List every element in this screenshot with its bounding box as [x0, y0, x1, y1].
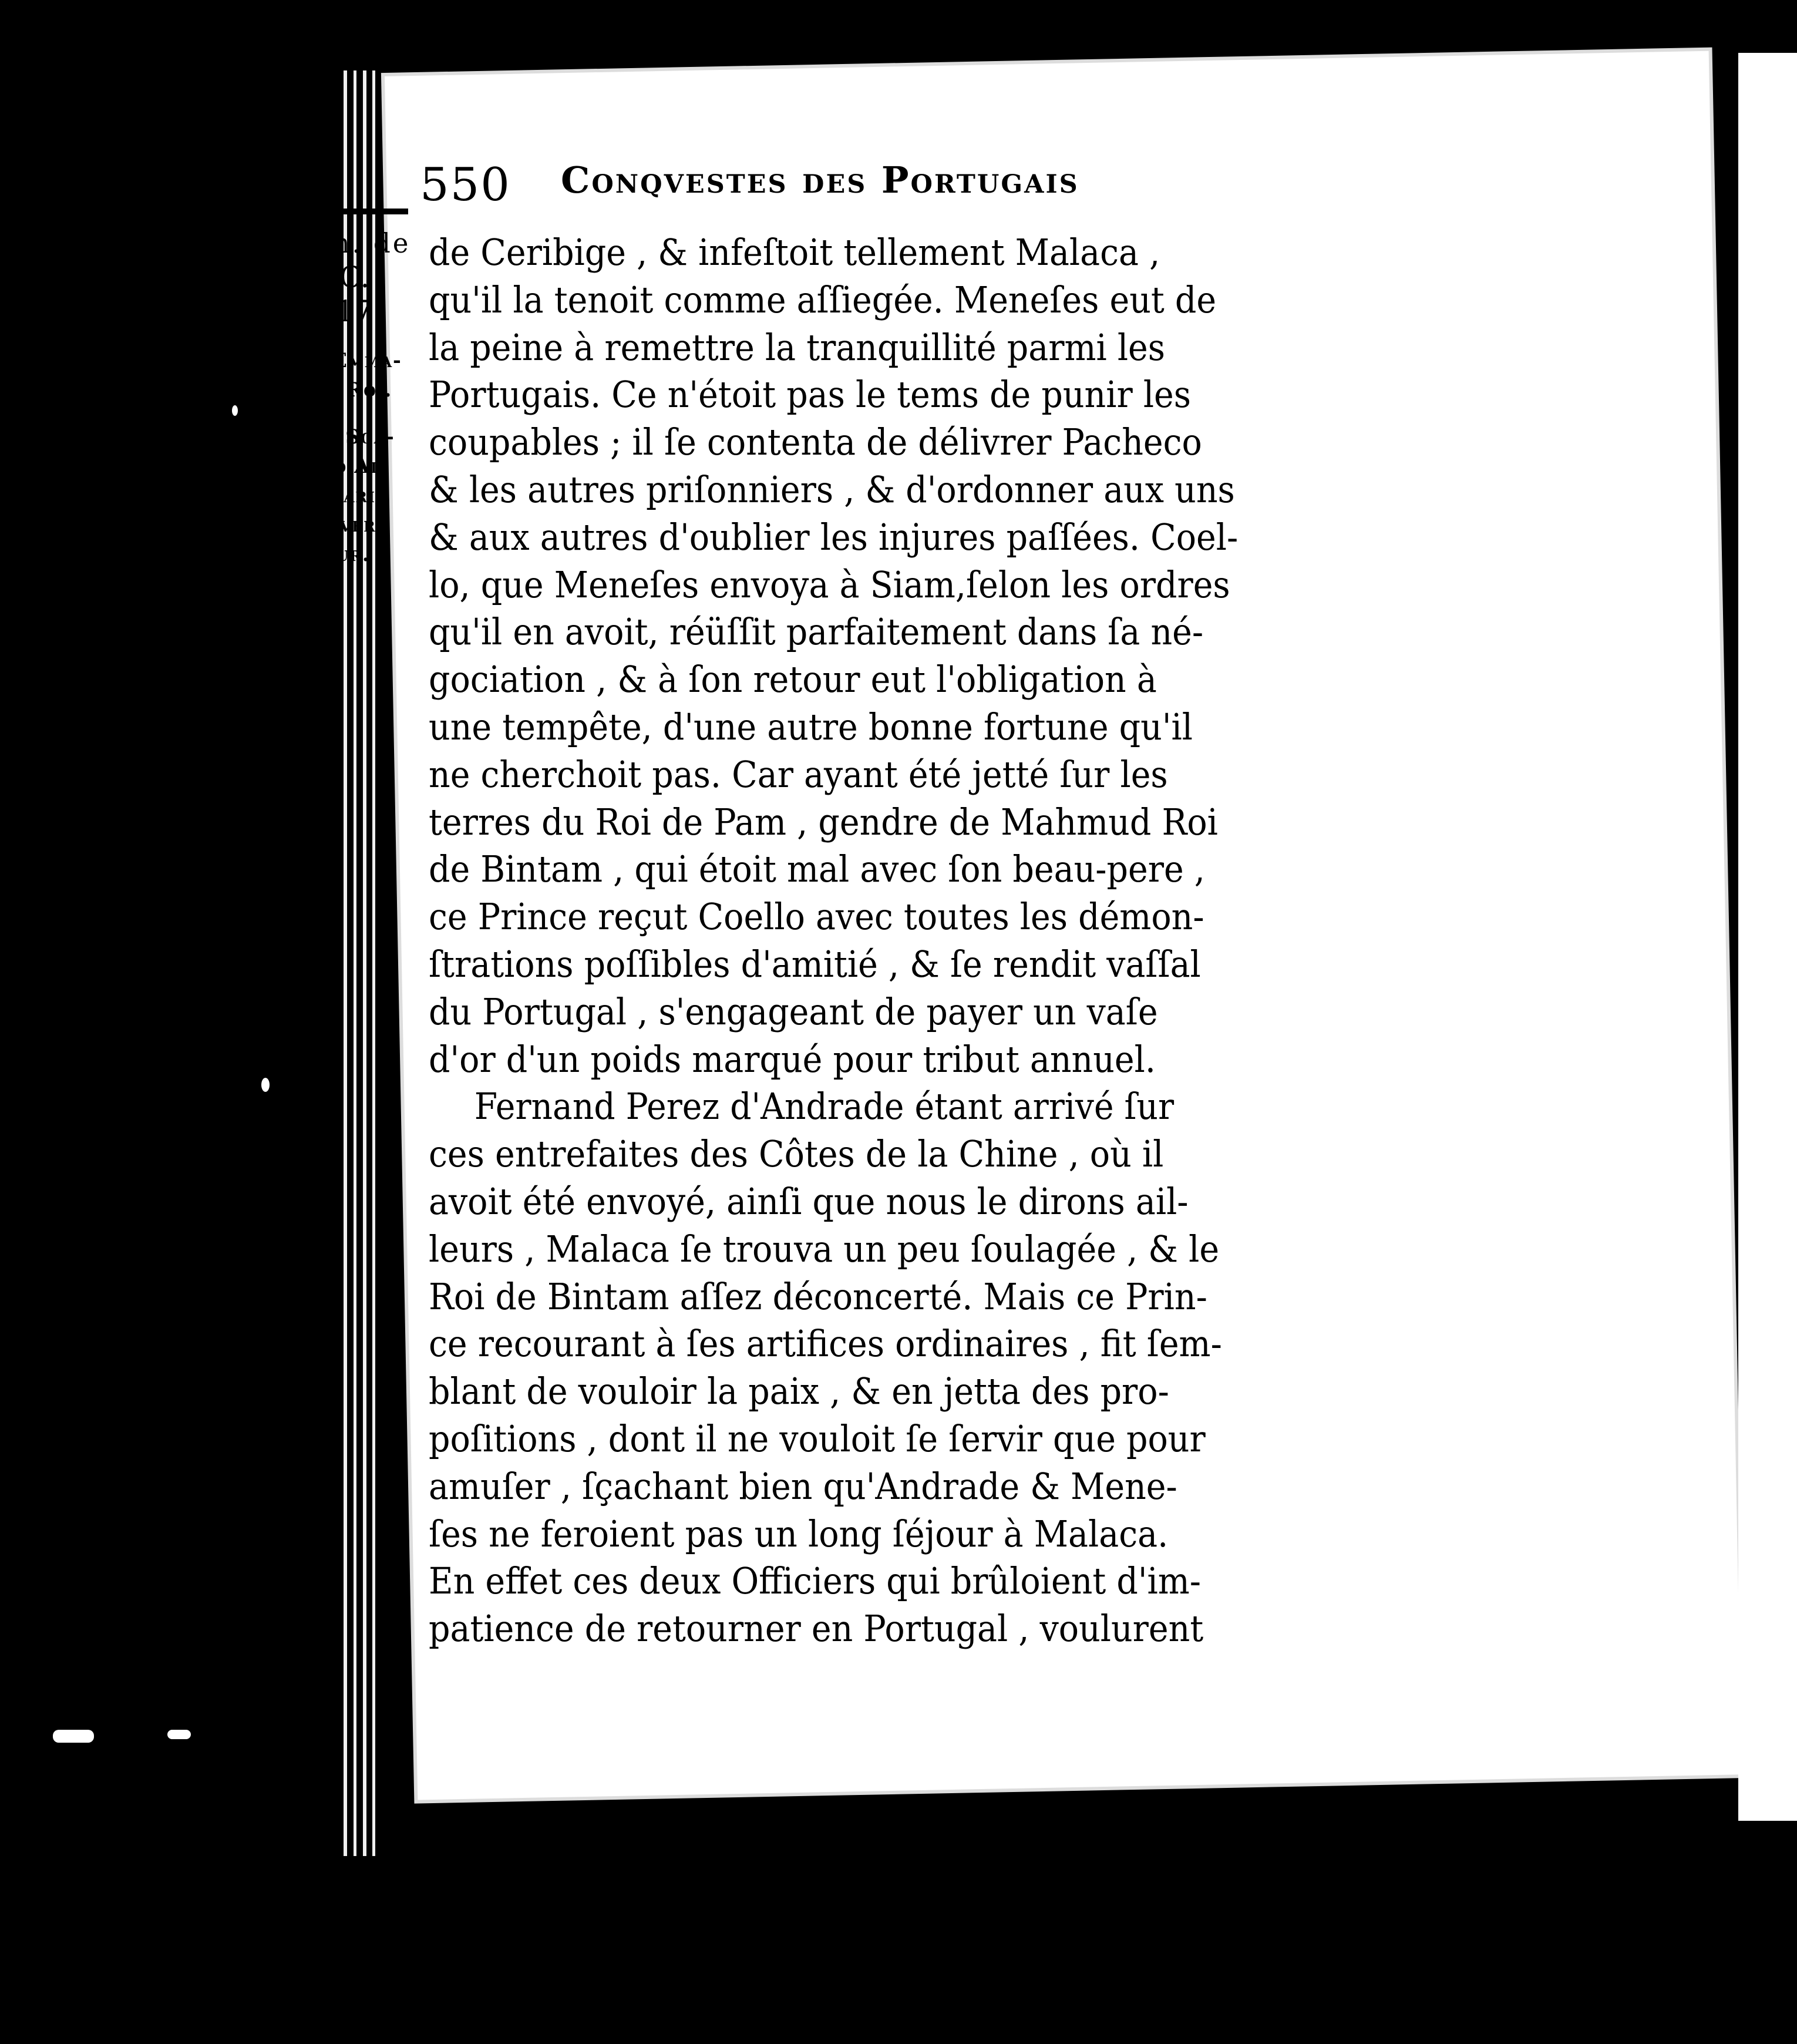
margin-king-line: nuel Roi.: [288, 378, 393, 402]
page-number: 550: [420, 159, 511, 211]
margin-year-line: J. C.: [311, 260, 370, 294]
text-line: En effet ces deux Officiers qui brûloient d'im-: [429, 1559, 1202, 1603]
text-line: leurs , Malaca ſe trouva un peu ſoulagée , & le: [429, 1227, 1220, 1270]
margin-governor-line: bergaria: [293, 484, 388, 507]
text-line: gociation , & à ſon retour eut l'obligation à: [429, 658, 1157, 701]
text-line: amuſer , ſçachant bien qu'Andrade & Mene-: [429, 1464, 1177, 1508]
text-line: Portugais. Ce n'étoit pas le tems de punir les: [429, 373, 1192, 416]
text-line: ces entrefaites des Côtes de la Chine , où il: [429, 1132, 1164, 1176]
running-head: Conqvestes des Portugais: [561, 159, 1079, 201]
text-line: Roi de Bintam aſſez déconcerté. Mais ce Prin-: [429, 1275, 1207, 1318]
text-line: & aux autres d'oublier les injures paſſées. Coel-: [429, 515, 1239, 559]
text-line: de Ceribige , & infeſtoit tellement Malaca ,: [429, 231, 1160, 274]
margin-rule: [276, 209, 408, 214]
facing-page-edge: [1738, 53, 1797, 1821]
text-line: du Portugal , s'engageant de payer un vaſe: [429, 990, 1158, 1033]
margin-governor-line: Gouver-: [295, 513, 386, 537]
text-line: une tempête, d'une autre bonne fortune qu'il: [429, 705, 1193, 748]
margin-year-line: A n n. de: [270, 227, 411, 259]
margin-notes: [267, 226, 414, 569]
text-line: patience de retourner en Portugal , voulurent: [429, 1607, 1204, 1650]
text-line: coupables ; il ſe contenta de délivrer Pacheco: [429, 421, 1202, 464]
text-line: ſes ne feroient pas un long ſéjour à Malaca.: [429, 1512, 1169, 1555]
margin-year-line: 1517.: [299, 294, 382, 328]
text-line: ſtrations poſſibles d'amitié , & ſe rendit vaſſal: [429, 942, 1201, 986]
margin-king-line: Don Emma-: [279, 349, 402, 372]
speck: [261, 1078, 270, 1092]
text-line: ce Prince reçut Coello avec toutes les démon-: [429, 895, 1204, 939]
speck: [53, 1730, 94, 1743]
text-line: & les autres priſonniers , & d'ordonner aux uns: [429, 468, 1235, 511]
text-line: ne cherchoit pas. Car ayant été jetté ſur les: [429, 752, 1168, 796]
text-line: d'or d'un poids marqué pour tribut annuel.: [429, 1037, 1156, 1081]
text-line: qu'il en avoit, réüſſit parfaitement dans ſa né-: [429, 610, 1204, 654]
margin-governor-line: Lope Soa-: [286, 425, 395, 449]
text-line: terres du Roi de Pam , gendre de Mahmud Roi: [429, 800, 1218, 843]
page-header: [420, 159, 1301, 223]
text-line: qu'il la tenoit comme aſſiegée. Meneſes eut de: [429, 278, 1217, 321]
speck: [167, 1730, 191, 1739]
text-line: de Bintam , qui étoit mal avec ſon beau-pere ,: [429, 848, 1205, 891]
speck: [232, 405, 238, 416]
text-line: blant de vouloir la paix , & en jetta des pro-: [429, 1370, 1169, 1413]
text-line: la peine à remettre la tranquillité parmi les: [429, 325, 1166, 369]
text-line: poſitions , dont il ne vouloit ſe ſervir que pour: [429, 1417, 1206, 1460]
margin-governor-line: neur.: [311, 543, 371, 566]
text-line: ce recourant à ſes artifices ordinaires , fit ſem-: [429, 1322, 1222, 1366]
text-line: Fernand Perez d'Andrade étant arrivé ſur: [474, 1085, 1175, 1128]
margin-governor-line: rez d'Al-: [290, 455, 391, 478]
body-text: [429, 229, 1368, 1653]
text-line: lo, que Meneſes envoya à Siam,ſelon les ordres: [429, 563, 1230, 606]
text-line: avoit été envoyé, ainſi que nous le dirons ail-: [429, 1179, 1189, 1223]
